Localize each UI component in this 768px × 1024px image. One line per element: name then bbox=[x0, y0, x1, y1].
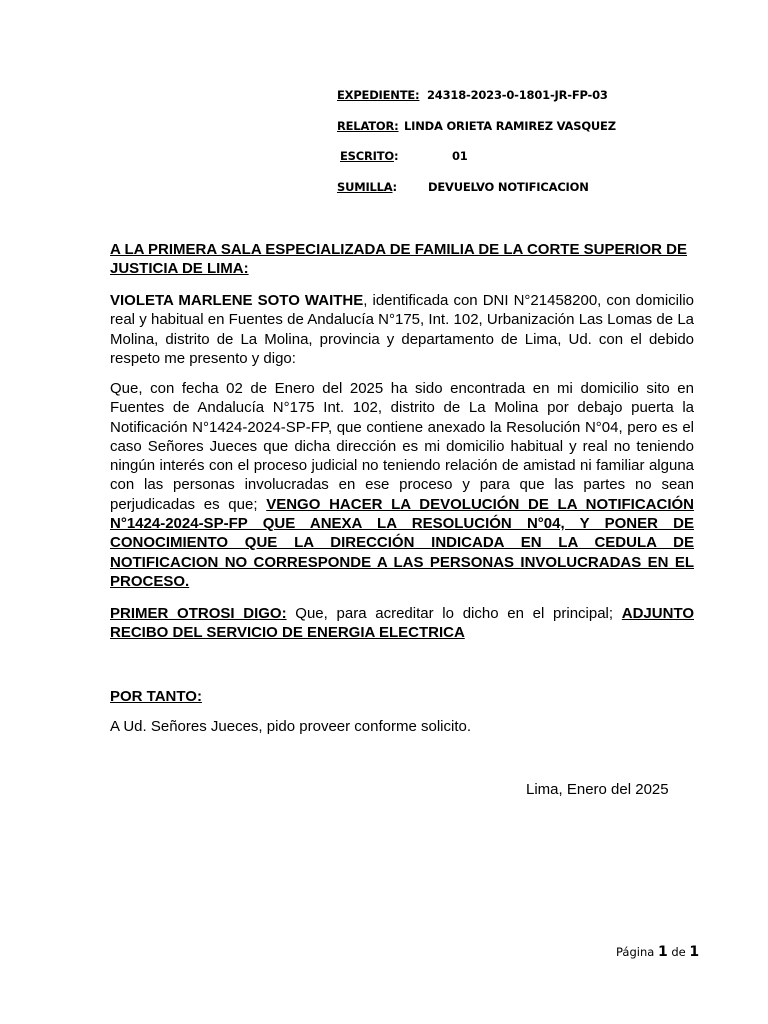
sumilla-label: SUMILLA bbox=[337, 180, 393, 194]
expediente-line bbox=[337, 88, 608, 102]
escrito-label: ESCRITO bbox=[340, 149, 394, 163]
page-number bbox=[616, 944, 699, 960]
otrosi-text: Que, para acreditar lo dicho en el principal; bbox=[286, 605, 622, 622]
sumilla-line bbox=[337, 180, 589, 194]
por-tanto-heading: POR TANTO: bbox=[110, 688, 202, 705]
page-of-word: de bbox=[671, 945, 686, 959]
page-total: 1 bbox=[689, 944, 700, 960]
escrito-value: 01 bbox=[452, 149, 468, 163]
expediente-value: 24318-2023-0-1801-JR-FP-03 bbox=[427, 88, 608, 102]
intro-text: , identificada con DNI N°21458200, con domicilio real y habitual en Fuentes de Andalucía N°175, Int. 102, Urbanización Las Lomas de La Molina, distrito de La Molina, provincia y departamento de Lima, Ud. con el debido respeto me presento y digo: bbox=[110, 292, 695, 367]
body-emphasis: VENGO HACER LA DEVOLUCIÓN DE LA NOTIFICACIÓN N°1424-2024-SP-FP QUE ANEXA LA RESOLUCIÓN N°04, Y PONER DE CONOCIMIENTO QUE LA DIRECCIÓN INDICADA EN LA CEDULA DE NOTIFICACION NO CORRESPONDE A LAS PERSONAS INVOLUCRADAS EN EL PROCESO. bbox=[110, 495, 694, 590]
request-line: A Ud. Señores Jueces, pido proveer conforme solicito. bbox=[110, 718, 472, 735]
page-current: 1 bbox=[657, 944, 668, 960]
escrito-line bbox=[340, 149, 468, 163]
relator-value: LINDA ORIETA RAMIREZ VASQUEZ bbox=[404, 119, 616, 133]
sumilla-colon: : bbox=[392, 180, 397, 194]
expediente-label: EXPEDIENTE: bbox=[337, 88, 420, 102]
otrosi-paragraph bbox=[110, 604, 694, 643]
sumilla-value: DEVUELVO NOTIFICACION bbox=[428, 180, 589, 194]
page-word: Página bbox=[616, 945, 655, 959]
body-paragraph bbox=[110, 379, 694, 591]
place-date: Lima, Enero del 2025 bbox=[526, 781, 669, 798]
otrosi-emphasis: ADJUNTO RECIBO DEL SERVICIO DE ENERGIA ELECTRICA bbox=[110, 605, 694, 642]
relator-line bbox=[337, 119, 616, 133]
body-text: Que, con fecha 02 de Enero del 2025 ha sido encontrada en mi domicilio sito en Fuentes de Andalucía N°175 Int. 102, distrito de La Molina por debajo puerta la Notificación N°1424-2024-SP-FP, que contiene anexado la Resolución N°04, pero es el caso Señores Jueces que dicha dirección es mi domicilio habitual y real no teniendo ningún interés con el proceso judicial no teniendo relación de amistad ni familiar alguna con las personas involucradas en ese proceso y para que las partes no sean perjudicadas es que; bbox=[110, 380, 694, 513]
otrosi-label: PRIMER OTROSI DIGO: bbox=[110, 605, 287, 622]
intro-paragraph bbox=[110, 291, 694, 368]
addressee: A LA PRIMERA SALA ESPECIALIZADA DE FAMILIA DE LA CORTE SUPERIOR DE JUSTICIA DE LIMA: bbox=[110, 241, 687, 278]
relator-label: RELATOR: bbox=[337, 119, 399, 133]
petitioner-name: VIOLETA MARLENE SOTO WAITHE bbox=[110, 292, 364, 309]
escrito-colon: : bbox=[393, 149, 399, 163]
